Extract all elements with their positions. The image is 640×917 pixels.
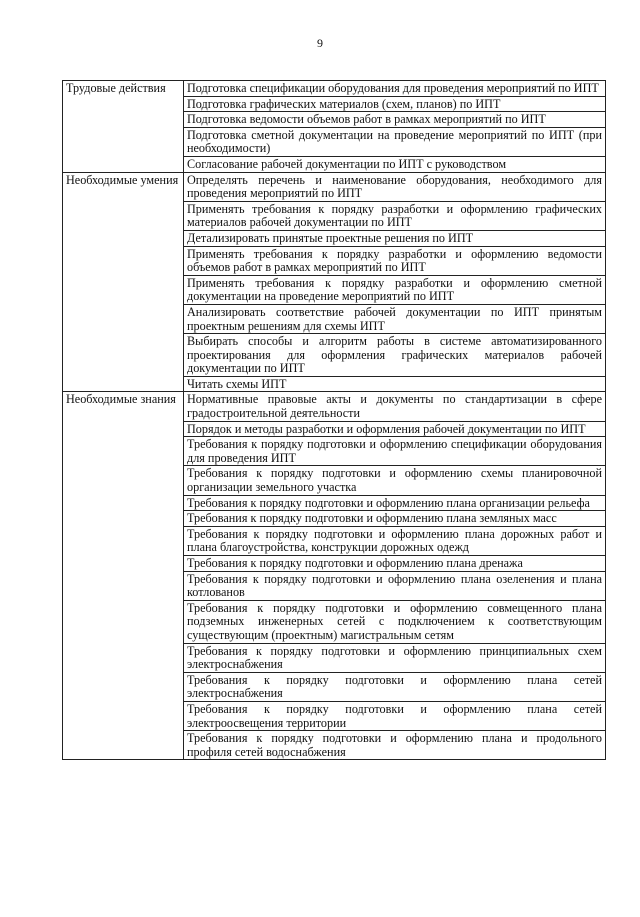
section-item: Детализировать принятые проектные решения по ИПТ — [184, 230, 606, 246]
table-row — [63, 172, 606, 201]
table-row — [63, 392, 606, 421]
section-item: Требования к порядку подготовки и оформлению плана сетей электроснабжения — [184, 672, 606, 701]
section-item: Требования к порядку подготовки и оформлению схемы планировочной организации земельного участка — [184, 466, 606, 495]
competency-table — [62, 80, 606, 760]
section-item: Требования к порядку подготовки и оформлению плана дренажа — [184, 556, 606, 572]
section-item: Подготовка графических материалов (схем, планов) по ИПТ — [184, 96, 606, 112]
section-item: Требования к порядку подготовки и оформлению плана озеленения и плана котлованов — [184, 571, 606, 600]
section-label: Необходимые умения — [63, 172, 184, 392]
section-item: Нормативные правовые акты и документы по стандартизации в сфере градостроительной деятельности — [184, 392, 606, 421]
section-label: Необходимые знания — [63, 392, 184, 760]
section-item: Подготовка сметной документации на проведение мероприятий по ИПТ (при необходимости) — [184, 127, 606, 156]
section-item: Выбирать способы и алгоритм работы в системе автоматизированного проектирования для оформления графических материалов рабочей документации по ИПТ — [184, 334, 606, 377]
section-item: Анализировать соответствие рабочей документации по ИПТ принятым проектным решениям для схемы ИПТ — [184, 304, 606, 333]
section-item: Подготовка ведомости объемов работ в рамках мероприятий по ИПТ — [184, 112, 606, 128]
section-item: Требования к порядку подготовки и оформлению плана дорожных работ и плана благоустройства, конструкции дорожных одежд — [184, 526, 606, 555]
section-item: Согласование рабочей документации по ИПТ с руководством — [184, 156, 606, 172]
section-item: Определять перечень и наименование оборудования, необходимого для проведения мероприятий по ИПТ — [184, 172, 606, 201]
section-item: Требования к порядку подготовки и оформлению совмещенного плана подземных инженерных сетей с подключением к соответствующим существующим (проектным) магистральным сетям — [184, 600, 606, 643]
table-row — [63, 81, 606, 97]
section-item: Применять требования к порядку разработки и оформлению ведомости объемов работ в рамках мероприятий по ИПТ — [184, 246, 606, 275]
section-item: Порядок и методы разработки и оформления рабочей документации по ИПТ — [184, 421, 606, 437]
section-item: Читать схемы ИПТ — [184, 376, 606, 392]
section-item: Применять требования к порядку разработки и оформлению сметной документации на проведение мероприятий по ИПТ — [184, 275, 606, 304]
section-item: Подготовка спецификации оборудования для проведения мероприятий по ИПТ — [184, 81, 606, 97]
section-item: Требования к порядку подготовки и оформлению плана сетей электроосвещения территории — [184, 701, 606, 730]
section-item: Требования к порядку подготовки и оформлению спецификации оборудования для проведения ИПТ — [184, 437, 606, 466]
table-body — [63, 81, 606, 760]
section-label: Трудовые действия — [63, 81, 184, 173]
section-item: Требования к порядку подготовки и оформлению принципиальных схем электроснабжения — [184, 643, 606, 672]
section-item: Требования к порядку подготовки и оформлению плана организации рельефа — [184, 495, 606, 511]
section-item: Требования к порядку подготовки и оформлению плана земляных масс — [184, 511, 606, 527]
section-item: Требования к порядку подготовки и оформлению плана и продольного профиля сетей водоснабжения — [184, 731, 606, 760]
section-item: Применять требования к порядку разработки и оформлению графических материалов рабочей документации по ИПТ — [184, 201, 606, 230]
page-number: 9 — [317, 36, 323, 50]
